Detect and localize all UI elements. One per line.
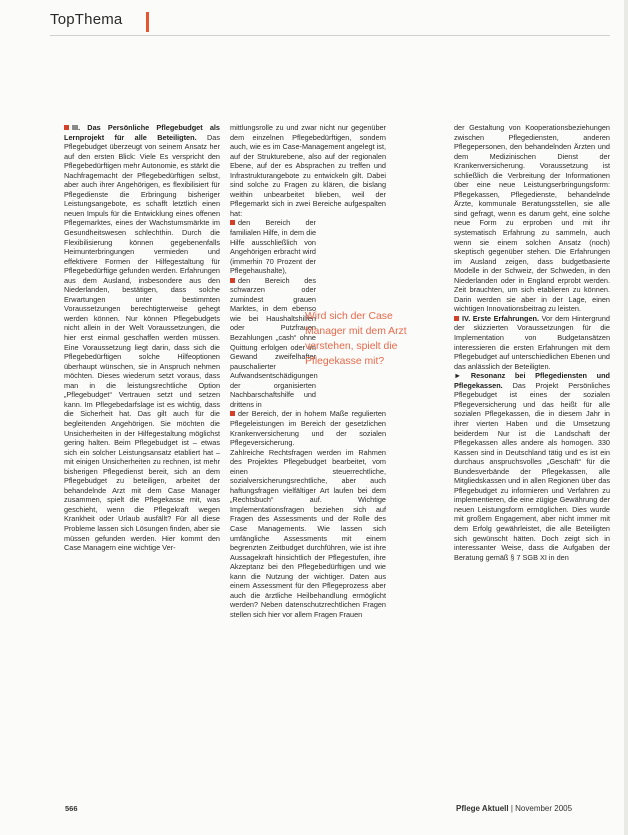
- page-number: 566: [65, 804, 78, 813]
- section-heading-4: IV. Erste Erfahrungen.: [462, 313, 540, 323]
- header-rule: [50, 35, 610, 36]
- bullet-family-care: den Bereich der familialen Hilfe, in dem die Hilfe ausschließlich von Angehörigen erbracht wird (immerhin 70 Prozent der Pflegehaushalte),: [230, 218, 316, 276]
- bullet-grey-market: den Bereich des schwarzen oder zumindest grauen Marktes, in dem ebenso wie bei Haushaltshilfen oder Putzfrauen Bezahlungen „cash“ ohne Quittung erfolgen oder im Gewand zweifelhafter pauschalierter Aufwandsentschädigungen der organisierten Nachbarschaftshilfe und drittens in: [230, 275, 318, 409]
- column-2-body-a: mittlungsrolle zu und zwar nicht nur gegenüber dem einzelnen Pflegebedürftigen, sondern auch, wie es im Case-Management angelegt ist, auf der Strukturebene, also auf der regionalen Ebene, auf der es Absprachen zu treffen und Infrastrukturangebote zu entwickeln gilt. Dabei sind solche zu Fragen zu klären, die bislang weithin unbearbeitet blieben, weil der Pflegemarkt sich in zwei Bereiche aufgespalten hat:: [230, 123, 386, 218]
- section-heading-3: III. Das Persönliche Pflegebudget als Lernprojekt für alle Beteiligten.: [64, 123, 220, 142]
- footer-publication: Pflege Aktuell | November 2005: [456, 804, 573, 813]
- column-2: [230, 123, 386, 619]
- section-marker-icon: [454, 316, 459, 321]
- column-1-body: Das Pflegebudget überzeugt von seinem Ansatz her auf den ersten Blick: Viele Es verspricht den Pflegebedürftigen mehr Autonomie, es stärkt die Nachfragemacht der Pflegebedürftigen selbst, aber auch ihrer Angehörigen, es flexibilisiert für Pflegedienste die Erbringung bisheriger Leistungsangebote, es schafft letztlich einen neuen Impuls für die Entwicklung eines offenen Pflegemarktes, eines der Wachstumsmärkte im Gesundheitswesen schlechthin. Durch die Flexibilisierung können gegebenenfalls Heimunterbringungen vermieden und effektivere Formen der Hilfegestaltung für Pflegebedürftige gefunden werden. Erfahrungen aus dem Ausland, insbesondere aus den Niederlanden, bestätigen, dass solche Erwartungen unter bestimmten Voraussetzungen berechtigterweise gehegt werden können. Nur können Pflegebudgets nicht allein in der Welt Voraussetzungen, die hier erst einmal geschaffen werden müssen. Eine Voraussetzung liegt darin, dass sich die Pflegebedürftigen solche Hilfeoptionen überhaupt wünschen, sie in Anspruch nehmen möchten. Dieses wiederum setzt voraus, dass man in die leistungsrechtliche Option „Pflegebudget“ Vertrauen setzt und setzen kann. Im Pflegebedarfslage ist es wichtig, dass die Sicherheit hat. Das gilt auch für die begleitenden Angehörigen. Sie möchten die Unsicherheiten in der Hilfegestaltung möglichst gering halten. Beim Pflegebudget ist – etwas sich ein solcher Leistungsansatz etabliert hat – mit einigen Unsicherheiten zu rechnen, ist mehr bisherigen Pflegedienst bereit, sich an dem Pflegebudget zu beteiligen, arbeitet der behandelnde Arzt mit dem Case Manager zusammen, spielt die Pflegekasse mit, was geschieht, wenn die Pflegekraft wegen Krankheit oder Urlaub ausfällt? Für all diese Probleme lassen sich Lösungen finden, aber sie müssen gefunden werden. Hier kommt den Case Managern eine wichtige Ver-: [64, 132, 221, 553]
- header-accent-bar: [146, 12, 149, 32]
- arrow-icon: ►: [454, 371, 471, 381]
- section-marker-icon: [64, 125, 69, 130]
- magazine-name: Pflege Aktuell: [456, 804, 509, 813]
- bullet-regulated-care: der Bereich, der in hohem Maße regulierten Pflegeleistungen im Bereich der gesetzlichen Krankenversicherung und der sozialen Pflegeversicherung.: [230, 409, 386, 448]
- column-1: [64, 123, 220, 553]
- column-3-body-b: Vor dem Hintergrund der skizzierten Voraussetzungen für die Implementation von Budgetansätzen interessieren die ersten Erfahrungen mit dem Pflegebudget auf unterschiedlichen Ebenen und das anlässlich der Beteiligten.: [454, 313, 610, 371]
- bullet-icon: [230, 220, 235, 225]
- header: [50, 11, 122, 29]
- bullet-icon: [230, 278, 235, 283]
- page-edge: [624, 0, 628, 835]
- issue-date: November 2005: [515, 804, 573, 813]
- section-title: TopThema: [50, 11, 123, 28]
- column-3-body-c: Das Projekt Persönliches Pflegebudget ist eines der sozialen Pflegeversicherung und das heißt für alle sozialen Pflegekassen, die in diesem Jahr in ihrer vierten Haben und die Umsetzung beiderdem Nur ist die Landschaft der Pflegekassen alles andere als homogen. 330 Kassen sind in Deutschland tätig und es ist ein durchaus anspruchsvolles „Geschäft“ für die Bundesverbände der Pflegekassen, alle Mitgliedskassen und in allen Regionen über das Pflegebudget zu informieren und Verfahren zu implementieren, die eine zügige Gewährung der neuen Leistungsform ermöglichen. Dies wurde mit großem Engagement, aber nicht immer mit dem Erfolg gewährleistet, die alle Beteiligten sich gewünscht hätten. Doch zeigt sich in interessanter Weise, dass die Aufgaben der Beratung gemäß § 7 SGB XI in den: [454, 380, 610, 562]
- column-3-body-a: der Gestaltung von Kooperationsbeziehungen zwischen Pflegediensten, anderen Pflegepersonen, den behandelnden Ärzten und dem Medizinischen Dienst der Krankenversicherung. Voraussetzung ist schließlich die Verbreitung der Informationen über eine neue Leistungserbringungsform: Pflegekassen, Pflegedienste, behandelnde Ärzte, kommunale Beratungsstellen, sie alle sind gefragt, wenn es darum geht, eine solche neue Form zu erproben und mit ihr systematisch Erfahrung zu sammeln, auch wenn sie einem solchen Ansatz (noch) skeptisch gegenüber stehen. Die Erfahrungen im Ausland zeigen, dass budgetbasierte Modelle in der Schweiz, der Schweden, in den Niederlanden oder in England erprobt werden. Zeit brauchten, um sich etablieren zu können. Darin werden sie aber in der Lage, einen wichtigen Innovationsbeitrag zu leisten.: [454, 123, 610, 314]
- subheading-resonance: Resonanz bei Pflegediensten und Pflegekassen.: [454, 371, 610, 390]
- column-2-body-b: Zahlreiche Rechtsfragen werden im Rahmen des Projektes Pflegebudget bearbeitet, vom einen steuerrechtliche, sozialversicherungsrechtliche, aber auch haftungsfragen vielfältiger Art laufen bei dem „Rechtsbuch“ auf. Wichtige Implementationsfragen beziehen sich auf Fragen des Assessments und der Rolle des Case Managements. Wie lassen sich umfängliche Assessments mit einem begrenzten Zeitbudget durchführen, wie ist ihre Aussagekraft hinsichtlich der Pflegestufen, ihre Akzeptanz bei den Pflegebedürftigen und wie kann die Nutzung der wichtiger. Daten aus einem Assessment für den Pflegeprozess aber auch die ärztliche Heilbehandlung ermöglicht werden? Neben datenschutzrechtlichen Fragen stellen sich hier vor allem Fragen Frauen: [230, 447, 386, 619]
- bullet-icon: [230, 411, 235, 416]
- column-3: [454, 123, 610, 562]
- pull-quote: Wird sich der Case Manager mit dem Arzt verstehen, spielt die Pflegekasse mit?: [305, 311, 407, 367]
